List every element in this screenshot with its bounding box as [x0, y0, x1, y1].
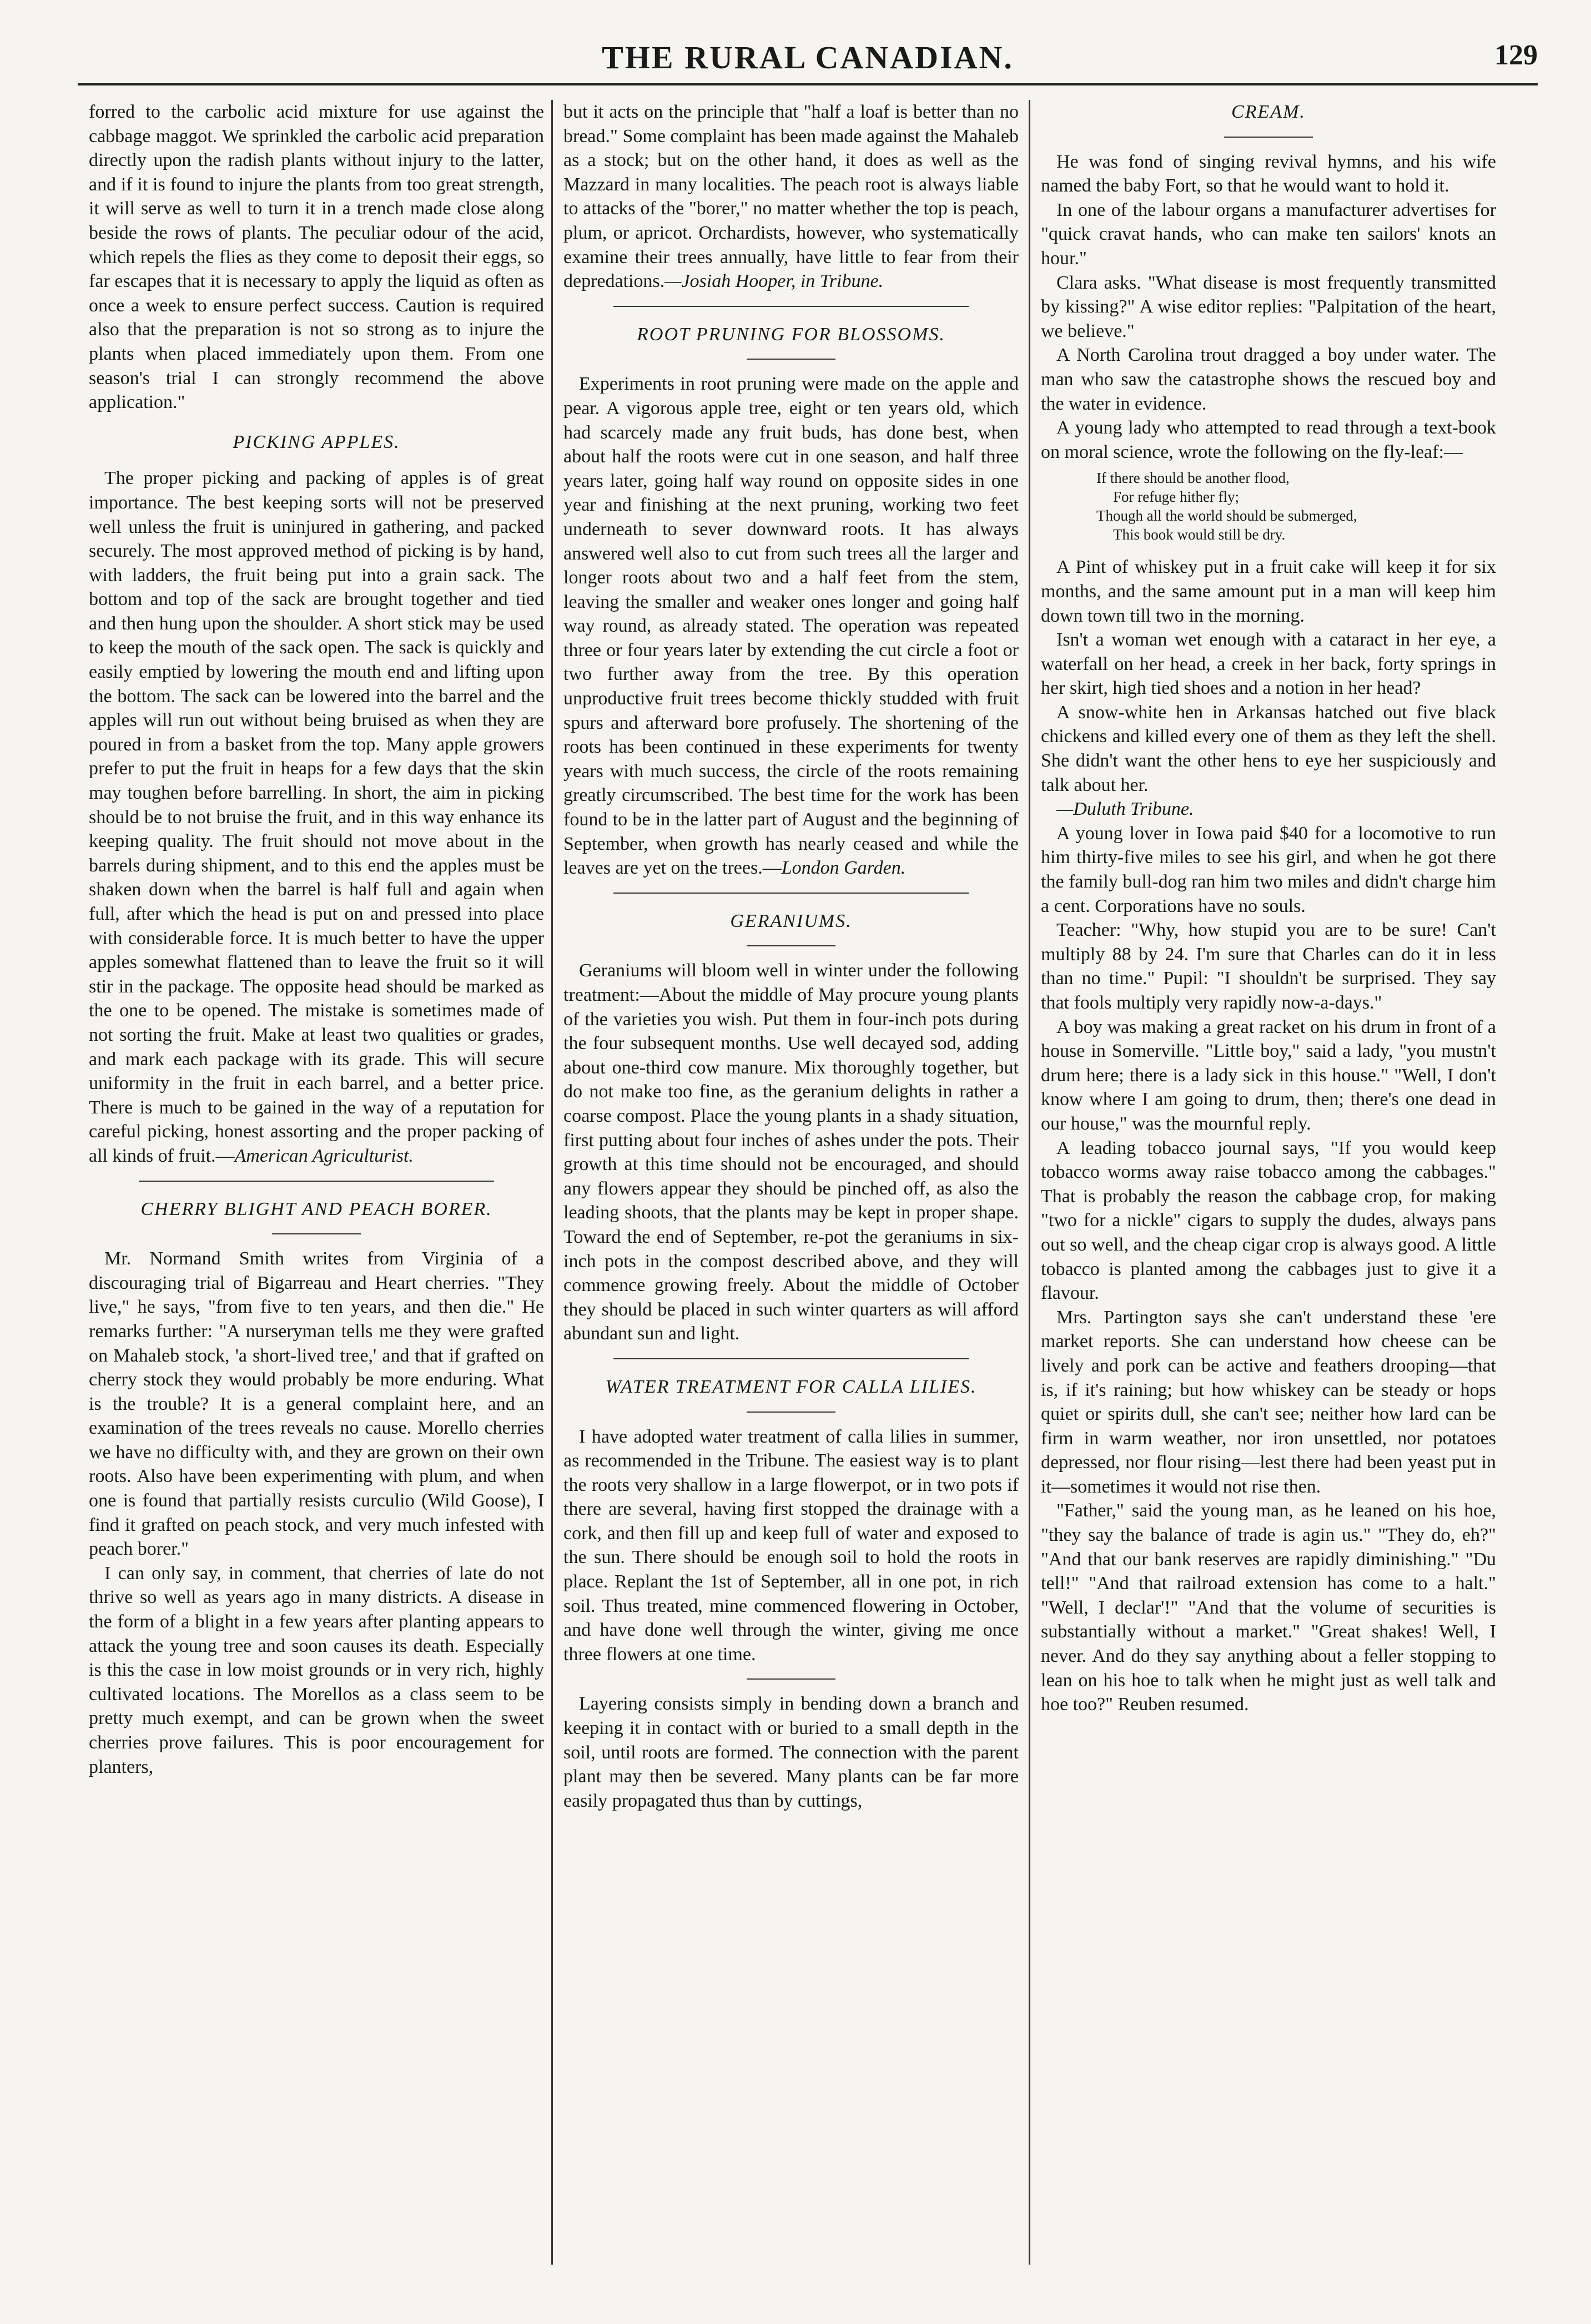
verse-line: Though all the world should be submerged,: [1096, 507, 1357, 525]
anecdote-item: In one of the labour organs a manufacturer advertises for "quick cravat hands, who can make ten sailors' knots an hour.": [1041, 199, 1496, 269]
anecdote-item: A North Carolina trout dragged a boy under water. The man who saw the catastrophe shows the rescued boy and the water in evidence.: [1041, 345, 1496, 414]
section-rule: [613, 306, 969, 307]
verse-line: If there should be another flood,: [1096, 470, 1290, 487]
anecdote-item: "Father," said the young man, as he leaned on his hoe, "they say the balance of trade is agin us." "They do, eh?" "And that our bank reserves are rapidly diminishing." "Du tell!" "And that railroad extension has come to a halt." "Well, I declar'!" "And that the volume of securities is substantially without a market." "Great shakes! Well, I never. And do they say anything about a feller stopping to lean on his hoe to talk when he might just as well talk and hoe too?" Reuben resumed.: [1041, 1500, 1496, 1715]
newspaper-title: THE RURAL CANADIAN.: [602, 39, 1014, 75]
column-divider: [1029, 100, 1030, 2265]
section-rule: [139, 1181, 494, 1182]
paragraph-text: Experiments in root pruning were made on the apple and pear. A vigorous apple tree, eight or ten years old, which had scarcely made any fruit buds, has done best, when about half the roots were cut in one season, and half three years later, going half way round on opposite sides in one year and finishing at the next pruning, working two feet underneath to sever downward roots. It has always answered well also to cut from such trees all the larger and longer roots about two and a half feet from the stem, leaving the smaller and weaker ones longer and going half way round, as already stated. The operation was repeated three or four years later by extending the cut circle a foot or two further away from the tree. By this operation unproductive fruit trees become thickly studded with fruit spurs and afterward bore profusely. The shortening of the roots has been continued in these experiments for twenty years with much success, the circle of the roots remaining greatly circumscribed. The best time for the work has been found to be in the latter part of August and the beginning of September, when growth has nearly ceased and while the leaves are yet on the trees.—: [563, 374, 1019, 879]
masthead: [78, 39, 1538, 78]
anecdote-item: A Pint of whiskey put in a fruit cake will keep it for six months, and the same amount put in a man will keep him down town till two in the morning.: [1041, 557, 1496, 626]
source-credit: —Duluth Tribune.: [1056, 799, 1194, 820]
article-paragraph: I can only say, in comment, that cherries of late do not thrive so well as years ago in many districts. A disease in the form of a blight in a few years after planting appears to attack the young tree and soon causes its death. Especially is this the case in low moist grounds or in very rich, highly cultivated locations. The Morellos as a class seem to be pretty much exempt, and can be grown when the sweet cherries prove failures. This is poor encouragement for planters,: [89, 1562, 544, 1777]
section-rule: [613, 893, 969, 894]
anecdote-item: A young lover in Iowa paid $40 for a locomotive to run him thirty-five miles to see his girl, and when he got there the family bull-dog ran him two miles and didn't charge him a cent. Corporations have no souls.: [1041, 823, 1496, 916]
section-rule: [613, 1358, 969, 1359]
column-1: [89, 100, 544, 1779]
anecdote-item: Clara asks. "What disease is most frequently transmitted by kissing?" A wise editor replies: "Palpitation of the heart, we believe.": [1041, 272, 1496, 341]
heading-rule: [747, 945, 835, 946]
anecdote-item: He was fond of singing revival hymns, and his wife named the baby Fort, so that he would want to hold it.: [1041, 151, 1496, 196]
anecdote-item: A snow-white hen in Arkansas hatched out five black chickens and killed every one of them as they left the shell. She didn't want the other hens to eye her suspiciously and talk about her.: [1041, 702, 1496, 795]
heading-rule: [747, 1678, 835, 1680]
article-heading: GERANIUMS.: [730, 910, 852, 931]
anecdote-item: A young lady who attempted to read through a text-book on moral science, wrote the following on the fly-leaf:—: [1041, 417, 1496, 462]
article-paragraph: forred to the carbolic acid mixture for use against the cabbage maggot. We sprinkled the carbolic acid preparation directly upon the radish plants without injury to the latter, and if it is found to injure the plants from too great strength, it will serve as well to turn it in a trench made close along beside the rows of plants. The peculiar odour of the acid, which repels the flies as they come to deposit their eggs, so far escapes that it is necessary to apply the liquid as often as once a week to ensure perfect success. Caution is required also that the preparation is not so strong as to injure the plants when placed immediately upon them. From one season's trial I can strongly recommend the above application.": [89, 102, 544, 413]
source-credit: American Agriculturist.: [234, 1145, 414, 1166]
article-heading: PICKING APPLES.: [233, 431, 400, 452]
article-paragraph: Geraniums will bloom well in winter under the following treatment:—About the middle of May procure young plants of the varieties you wish. Put them in four-inch pots during the four subsequent months. Use well decayed sod, adding about one-third cow manure. Mix thoroughly together, but do not make too fine, as the geranium delights in rather a coarse compost. Place the young plants in a shady situation, first putting about four inches of ashes under the pots. Their growth at this time should not be encouraged, and should any flowers appear they should be pinched off, as also the leading shoots, that the plants may be kept in proper shape. Toward the end of September, re-pot the geraniums in six-inch pots in the compost described above, and they will commence growing freely. About the middle of October they should be placed in such winter quarters as will afford abundant sun and light.: [563, 960, 1019, 1344]
verse-block: [1096, 468, 1496, 544]
article-paragraph: [563, 100, 1019, 294]
article-heading: ROOT PRUNING FOR BLOSSOMS.: [637, 324, 945, 345]
header-rule: [78, 83, 1538, 85]
verse-line: For refuge hither fly;: [1113, 488, 1240, 506]
source-credit: —Josiah Hooper, in Tribune.: [664, 271, 884, 292]
source-credit: London Garden.: [781, 858, 906, 879]
heading-rule: [747, 359, 835, 360]
heading-rule: [747, 1411, 835, 1413]
article-paragraph: Layering consists simply in bending down a branch and keeping it in contact with or buried to a small depth in the soil, until roots are formed. The connection with the parent plant may then be severed. Many plants can be far more easily propagated thus than by cuttings,: [563, 1693, 1019, 1811]
anecdote-item: A boy was making a great racket on his drum in front of a house in Somerville. "Little boy," said a lady, "you mustn't drum here; there is a lady sick in this house." "Well, I don't know where I am going to drum, then; there's one dead in our house," was the mournful reply.: [1041, 1016, 1496, 1134]
article-paragraph: Mr. Normand Smith writes from Virginia of a discouraging trial of Bigarreau and Heart cherries. "They live," he says, "from five to ten years, and then die." He remarks further: "A nurseryman tells me they were grafted on Mahaleb stock, 'a short-lived tree,' and that if grafted on cherry stock they would probably be more enduring. What is the trouble? It is a general complaint here, and an examination of the trees reveals no cause. Morello cherries we have no difficulty with, and they are grown on their own roots. Also have been experimenting with plum, and when one is found that partially resists curculio (Wild Goose), I find it grafted on peach stock, and very much infested with peach borer.": [89, 1248, 544, 1560]
column-divider: [551, 100, 553, 2265]
anecdote-item: Mrs. Partington says she can't understand these 'ere market reports. She can understand how cheese can be lively and pork can be active and feathers drooping—that is, if it's raining; but how whiskey can be steady or hops quiet or spirits dull, she can't see; neither how lard can be firm in warm weather, nor iron unsettled, nor potatoes depressed, nor flour rising—lest there had been yeast put in it—sometimes it would not rise then.: [1041, 1307, 1496, 1497]
page-number: 129: [1494, 39, 1538, 71]
article-paragraph: I have adopted water treatment of calla lilies in summer, as recommended in the Tribune. The easiest way is to plant the roots very shallow in a large flowerpot, or in two pots if there are several, having first stopped the drainage with a cork, and then fill up and keep full of water and exposed to the sun. There should be enough soil to hold the roots in place. Replant the 1st of September, all in one pot, in rich soil. Thus treated, mine commenced flowering in October, and have done well through the winter, giving me once three flowers at one time.: [563, 1426, 1019, 1665]
verse-line: This book would still be dry.: [1113, 526, 1286, 543]
heading-rule: [272, 1233, 361, 1234]
anecdote-item: A leading tobacco journal says, "If you would keep tobacco worms away raise tobacco among the cabbages." That is probably the reason the cabbage crop, for making "two for a nickle" cigars to supply the dudes, always pans out so well, and the cheap cigar crop is always good. A little tobacco is planted among the cabbages just to give it a flavour.: [1041, 1137, 1496, 1304]
anecdote-item: Teacher: "Why, how stupid you are to be sure! Can't multiply 88 by 24. I'm sure that Charles can do it in less than no time." Pupil: "I shouldn't be surprised. They say that fools multiply very rapidly now-a-days.": [1041, 920, 1496, 1013]
article-heading: CHERRY BLIGHT AND PEACH BORER.: [140, 1198, 492, 1219]
paragraph-text: The proper picking and packing of apples is of great importance. The best keeping sorts will not be preserved well unless the fruit is uninjured in gathering, and packed securely. The most approved method of picking is by hand, with ladders, the fruit being put into a grain sack. The bottom and top of the sack are brought together and tied and then hung upon the shoulder. A short stick may be used to keep the mouth of the sack open. The sack is quickly and easily emptied by lowering the mouth end and lifting upon the bottom. The sack can be lowered into the barrel and the apples will run out without being bruised as when they are poured in from a basket from the top. Many apple growers prefer to put the fruit in heaps for a few days that the skin may toughen before barrelling. In short, the aim in picking should be to not bruise the fruit, and in this way enhance its keeping quality. The fruit should not move about in the barrels during shipment, and to this end the apples must be shaken down when the barrel is half full and again when full, after which the head is put on and pressed into place with considerable force. It is much better to have the upper apples somewhat flattened than to leave the fruit so it will stir in the package. The opposite head should be marked as the one to be opened. The mistake is sometimes made of not sorting the fruit. Make at least two qualities or grades, and mark each package with its grade. This will secure uniformity in the fruit in each barrel, and a better price. There is much to be gained in the way of a reputation for careful picking, honest assorting and the proper packing of all kinds of fruit.—: [89, 468, 544, 1166]
article-heading: WATER TREATMENT FOR CALLA LILIES.: [605, 1376, 977, 1397]
anecdote-item: Isn't a woman wet enough with a cataract in her eye, a waterfall on her head, a creek in her back, forty springs in her skirt, high tied shoes and a notion in her head?: [1041, 629, 1496, 699]
column-2: [563, 100, 1019, 1813]
paragraph-text: but it acts on the principle that "half a loaf is better than no bread." Some complaint has been made against the Mahaleb as a stock; but on the other hand, it does as well as the Mazzard in many localities. The peach root is always liable to attacks of the "borer," no matter whether the top is peach, plum, or apricot. Orchardists, however, who systematically examine their trees annually, have little to fear from their depredations.: [563, 102, 1019, 292]
article-paragraph: [563, 372, 1019, 880]
heading-rule: [1224, 137, 1313, 138]
article-paragraph: [89, 466, 544, 1168]
section-heading: CREAM.: [1231, 102, 1306, 122]
column-3: [1041, 100, 1496, 1717]
